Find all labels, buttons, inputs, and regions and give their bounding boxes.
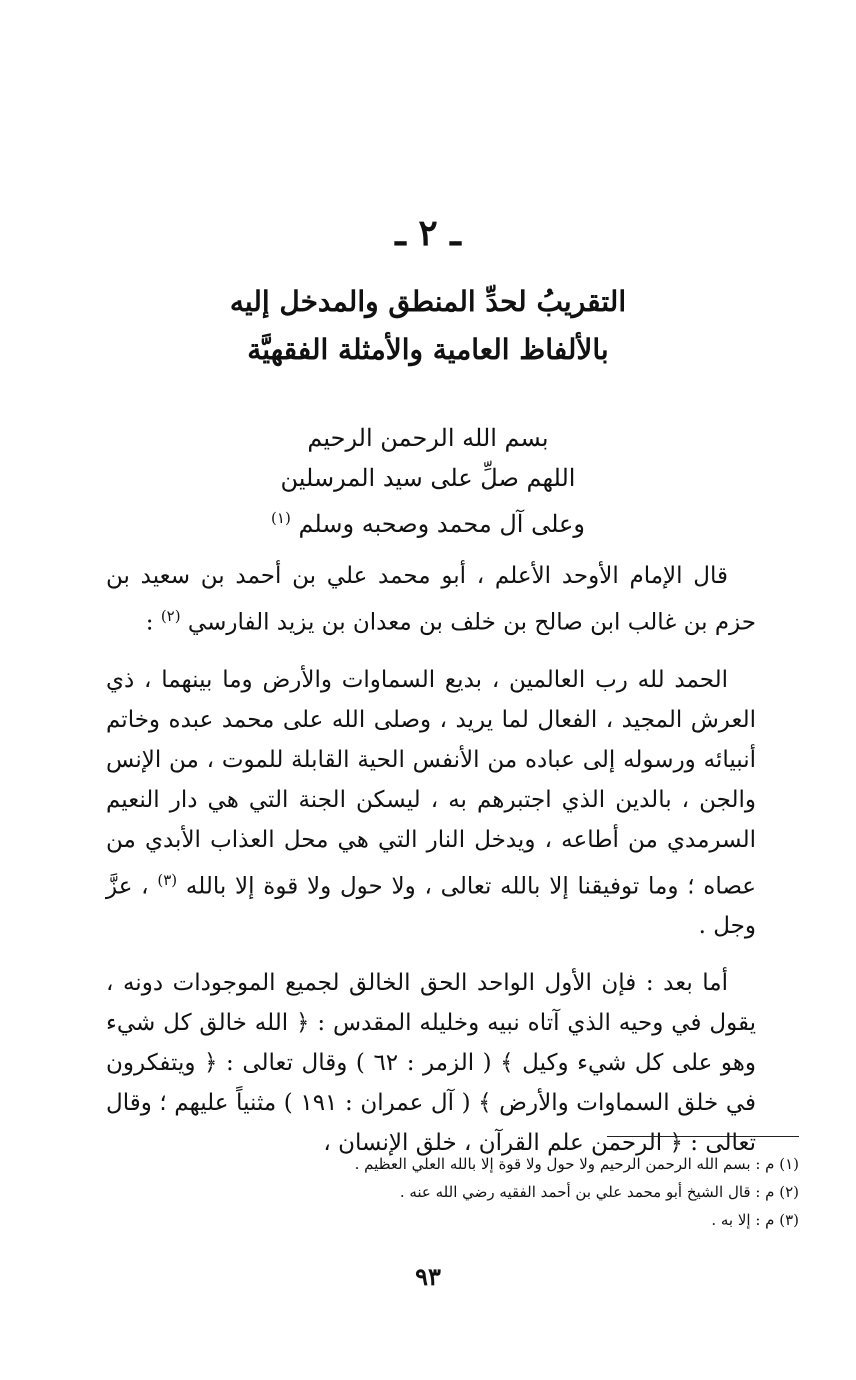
footnote-2: (٢) م : قال الشيخ أبو محمد علي بن أحمد الفقيه رضي الله عنه . xyxy=(399,1183,799,1201)
footnote-ref-3: (٣) xyxy=(157,870,178,889)
chapter-title-line-1: التقريبُ لحدِّ المنطق والمدخل إليه xyxy=(229,285,627,318)
footnote-ref-2: (٢) xyxy=(160,607,181,625)
chapter-number: ـ ٢ ـ xyxy=(395,212,461,254)
paragraph-2 xyxy=(106,660,756,947)
footnote-divider xyxy=(607,1136,799,1137)
page-number: ٩٣ xyxy=(415,1262,441,1291)
footnote-ref-1: (١) xyxy=(271,509,291,527)
salutation-text: وعلى آل محمد وصحبه وسلم xyxy=(298,510,585,538)
paragraph-2-end: ، عزَّ وجل . xyxy=(106,873,756,940)
body-text xyxy=(106,556,756,1180)
opening-invocation xyxy=(0,418,856,544)
salutation-line: اللهم صلِّ على سيد المرسلين xyxy=(280,464,576,492)
chapter-title xyxy=(0,278,856,374)
paragraph-1 xyxy=(106,556,756,643)
paragraph-2-text: الحمد لله رب العالمين ، بديع السماوات والأرض وما بينهما ، ذي العرش المجيد ، الفعال لما يريد ، وصلى الله على محمد عبده وخاتم أنبيائه ورسوله إلى عباده من الأنفس الحية القابلة للموت ، من الإنس والجن ، بالدين الذي اجتبرهم به ، ليسكن الجنة التي هي دار النعيم السرمدي من أطاعه ، ويدخل النار التي هي محل العذاب الأبدي من عصاه ؛ وما توفيقنا إلا بالله تعالى ، ولا حول ولا قوة إلا بالله xyxy=(106,666,757,900)
footnote-1: (١) م : بسم الله الرحمن الرحيم ولا حول ولا قوة إلا بالله العلي العظيم . xyxy=(354,1155,799,1173)
salutation-line-2 xyxy=(0,498,856,544)
paragraph-3: أما بعد : فإن الأول الواحد الحق الخالق لجميع الموجودات دونه ، يقول في وحيه الذي آتاه نبيه وخليله المقدس : ﴿ الله خالق كل شيء وهو على كل شيء وكيل ﴾ ( الزمر : ٦٢ ) وقال تعالى : ﴿ ويتفكرون في خلق السماوات والأرض ﴾ ( آل عمران : ١٩١ ) مثنياً عليهم ؛ وقال تعالى : ﴿ الرحمن علم القرآن ، خلق الإنسان ، xyxy=(106,970,757,1157)
basmala-line: بسم الله الرحمن الرحيم xyxy=(307,424,549,452)
paragraph-1-end: : xyxy=(145,609,161,636)
footnotes xyxy=(99,1150,799,1234)
paragraph-1-text: قال الإمام الأوحد الأعلم ، أبو محمد علي بن أحمد بن سعيد بن حزم بن غالب ابن صالح بن خلف بن معدان بن يزيد الفارسي xyxy=(106,563,756,636)
chapter-title-line-2: بالألفاظ العامية والأمثلة الفقهيَّة xyxy=(247,333,609,366)
footnote-3: (٣) م : إلا به . xyxy=(711,1211,799,1229)
